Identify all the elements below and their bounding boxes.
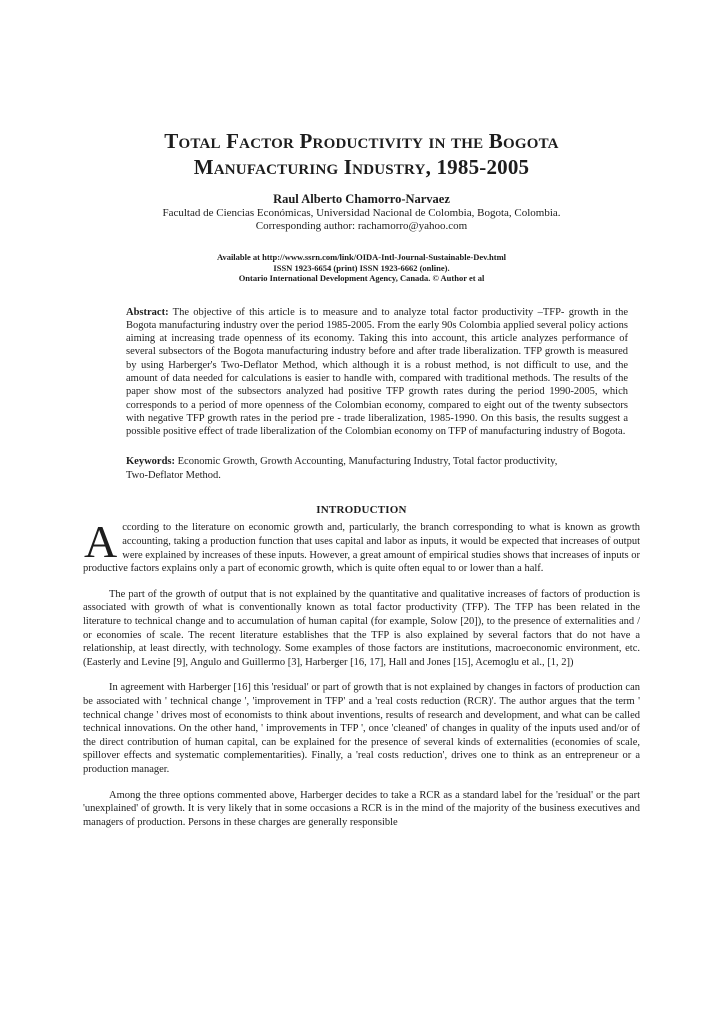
availability-url-line: Available at http://www.ssrn.com/link/OIDA-Intl-Journal-Sustainable-Dev.html <box>216 252 507 262</box>
paper-content-column <box>0 128 724 829</box>
abstract-text: The objective of this article is to measure and to analyze total factor productivity –TFP- growth in the Bogota manufacturing industry over the period 1985-2005. From the early 90s Colombia applied several policy actions aiming at increasing trade openness of its economy. Taking this into account, this article analyzes performance of several subsectors of the Bogota manufacturing industry before and after trade liberalization. TFP growth is measured by using Harberger's Two-Deflator Method, which although it is a robust method, is not difficult to use, and the amount of data needed for calculations is easier to handle with, compared with traditional methods. The results of the paper show most of the subsectors analyzed had positive TFP growth rates during the period 1990-2005, which corresponds to a period of more openness of the Colombian economy, compared to eight out of the twenty subsectors with negative TFP growth rates in the period pre - trade liberalization, 1985-1990. On this basis, the results suggest a possible positive effect of trade liberalization of the Colombian economy on TFP of manufacturing industry of Bogota. <box>126 306 628 438</box>
paper-title <box>83 128 640 180</box>
introduction-paragraph-3: In agreement with Harberger [16] this 'residual' or part of growth that is not explained by changes in factors of production can be associated with ' technical change ', 'improvement in TFP' and a 'real costs reduction (RCR)'. The author argues that the term ' technical change ' drives most of economists to think about inventions, results of research and development, and what can be called technical innovations. On the other hand, ' improvements in TFP ', once 'cleaned' of changes in quality of the inputs used and/or of the direct contribution of human capital, can be explained for the presence of several kinds of externalities (economies of scale, spillover effects and systematic complementarities). Finally, a 'real costs reduction', drives one to think as an entrepreneur or a production manager. <box>83 682 640 775</box>
introduction-paragraph-1-text: ccording to the literature on economic growth and, particularly, the branch corresponding to what is known as growth accounting, taking a production function that uses capital and labor as inputs, it would be expected that increases of output were explained by increases of these inputs. However, a great amount of empirical studies shows that increases of inputs or productive factors explains only a part of economic growth, which is quite often equal to or lower than a half. <box>83 522 640 575</box>
corresponding-author-line: Corresponding author: rachamorro@yahoo.com <box>255 220 468 232</box>
introduction-paragraph-4: Among the three options commented above, Harberger decides to take a RCR as a standard label for the 'residual' or the part 'unexplained' of growth. It is very likely that in some occasions a RCR is in the mind of the majority of the business executives and managers of production. Persons in these charges are generally responsible <box>83 789 640 828</box>
author-affiliation: Facultad de Ciencias Económicas, Universidad Nacional de Colombia, Bogota, Colombia. <box>162 207 561 219</box>
introduction-paragraph-1 <box>83 516 640 575</box>
drop-cap-letter: A <box>84 516 118 568</box>
keywords-section <box>126 455 571 482</box>
availability-note <box>83 252 640 284</box>
author-name: Raul Alberto Chamorro-Narvaez <box>273 192 450 206</box>
introduction-paragraph-2: The part of the growth of output that is not explained by the quantitative and qualitative increases of factors of production is associated with growth of what is conventionally known as total factor productivity (TFP). The TFP has been related in the literature to technical change and to accumulation of human capital (for example, Solow [20]), to the presence of externalities and / or economies of scale. The recent literature establishes that the TFP is also explained by several factors that do not have a relationship, at least directly, with technology. Some examples of those factors are institutions, macroeconomic environment, etc. (Easterly and Levine [9], Angulo and Guillermo [3], Harberger [16, 17], Hall and Jones [15], Acemoglu et al., [1, 2]) <box>83 588 640 668</box>
paper-title-line1: Total Factor Productivity in the Bogota <box>164 129 559 153</box>
abstract-label: Abstract: <box>126 306 169 318</box>
paper-title-line2: Manufacturing Industry, 1985-2005 <box>193 155 530 179</box>
abstract-section <box>126 306 628 439</box>
introduction-heading: INTRODUCTION <box>316 504 407 517</box>
keywords-label: Keywords: <box>126 456 175 468</box>
publisher-copyright-line: Ontario International Development Agency, Canada. © Author et al <box>238 273 485 283</box>
issn-line: ISSN 1923-6654 (print) ISSN 1923-6662 (online). <box>273 262 450 273</box>
keywords-text: Economic Growth, Growth Accounting, Manufacturing Industry, Total factor productivity, Two-Deflator Method. <box>126 456 558 481</box>
